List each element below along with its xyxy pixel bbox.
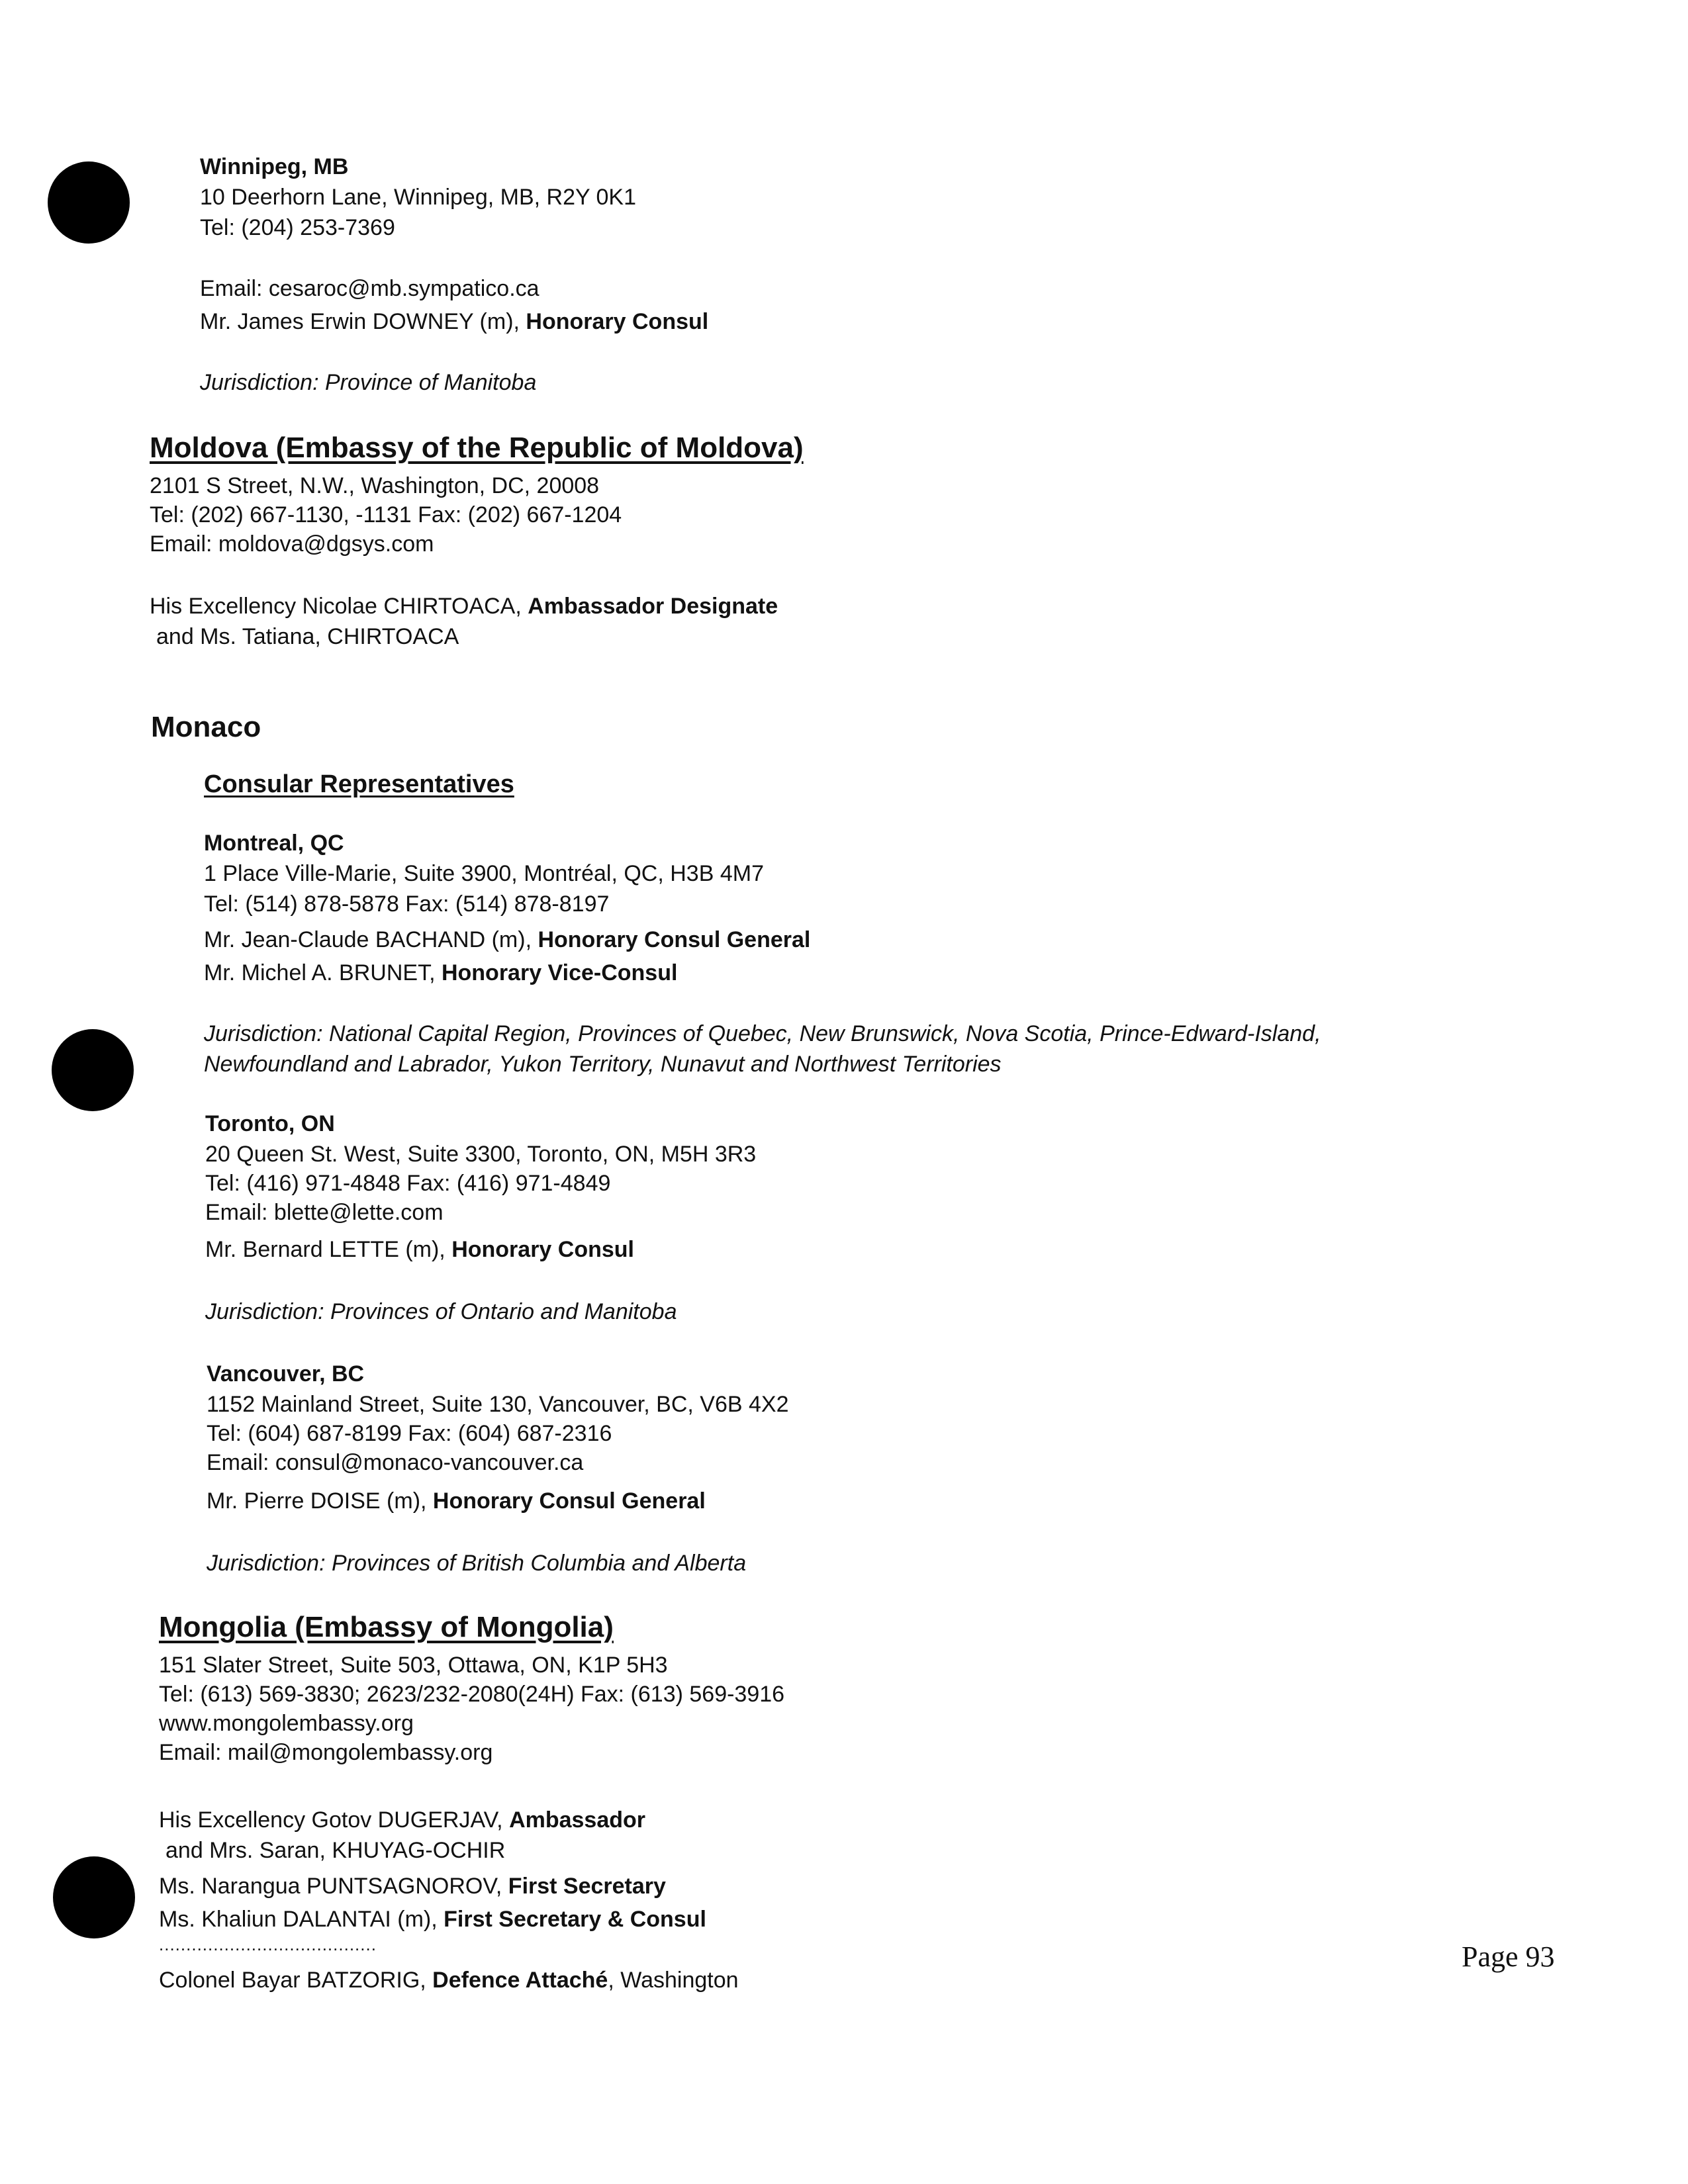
monaco-consular-heading: Consular Representatives xyxy=(204,770,514,798)
jurisdiction-label: Jurisdiction: xyxy=(200,370,319,395)
mongolia-heading: Mongolia (Embassy of Mongolia) xyxy=(159,1611,614,1643)
person-name: Mr. Jean-Claude BACHAND (m), xyxy=(204,927,538,952)
person-name: Ms. Khaliun DALANTAI (m), xyxy=(159,1907,444,1932)
mongolia-ambassador xyxy=(159,1805,645,1835)
mongolia-spouse: and Mrs. Saran, KHUYAG-OCHIR xyxy=(165,1838,506,1863)
jurisdiction-value: Province of Manitoba xyxy=(318,370,537,395)
mongolia-website: www.mongolembassy.org xyxy=(159,1711,414,1736)
mongolia-separator: ........................................ xyxy=(159,1934,377,1954)
person-name: His Excellency Nicolae CHIRTOACA, xyxy=(150,594,528,619)
vancouver-city: Vancouver, BC xyxy=(207,1361,365,1387)
winnipeg-person xyxy=(200,307,708,336)
moldova-email: Email: moldova@dgsys.com xyxy=(150,531,434,557)
jurisdiction-value: Provinces of Ontario and Manitoba xyxy=(324,1299,677,1324)
vancouver-tel: Tel: (604) 687-8199 Fax: (604) 687-2316 xyxy=(207,1421,612,1446)
person-title: First Secretary & Consul xyxy=(444,1907,706,1932)
mongolia-address: 151 Slater Street, Suite 503, Ottawa, ON, K1P 5H3 xyxy=(159,1653,668,1678)
person-title: Honorary Consul General xyxy=(538,927,811,952)
binder-punch-hole-top xyxy=(48,161,130,244)
vancouver-address: 1152 Mainland Street, Suite 130, Vancouver, BC, V6B 4X2 xyxy=(207,1392,789,1417)
montreal-jurisdiction-line-2: Newfoundland and Labrador, Yukon Territory, Nunavut and Northwest Territories xyxy=(204,1052,1002,1077)
vancouver-email: Email: consul@monaco-vancouver.ca xyxy=(207,1450,584,1475)
mongolia-tel: Tel: (613) 569-3830; 2623/232-2080(24H) Fax: (613) 569-3916 xyxy=(159,1682,785,1707)
jurisdiction-value: National Capital Region, Provinces of Quebec, New Brunswick, Nova Scotia, Prince-Edward-Island, xyxy=(322,1021,1321,1046)
jurisdiction-value: Provinces of British Columbia and Alberta xyxy=(325,1551,747,1576)
page-number: Page 93 xyxy=(1462,1940,1555,1973)
moldova-heading: Moldova (Embassy of the Republic of Moldova) xyxy=(150,432,804,464)
toronto-jurisdiction xyxy=(205,1297,677,1326)
person-title: Honorary Consul xyxy=(526,309,709,334)
montreal-person-1 xyxy=(204,925,810,954)
person-title: First Secretary xyxy=(508,1874,666,1899)
person-name: Mr. Michel A. BRUNET, xyxy=(204,960,442,985)
moldova-address: 2101 S Street, N.W., Washington, DC, 20008 xyxy=(150,473,600,498)
montreal-city: Montreal, QC xyxy=(204,831,344,856)
winnipeg-tel: Tel: (204) 253-7369 xyxy=(200,215,395,240)
toronto-city: Toronto, ON xyxy=(205,1111,335,1136)
person-title: Honorary Consul xyxy=(451,1237,634,1262)
person-name: Mr. Bernard LETTE (m), xyxy=(205,1237,452,1262)
winnipeg-city: Winnipeg, MB xyxy=(200,154,349,179)
person-title: Honorary Vice-Consul xyxy=(441,960,678,985)
jurisdiction-label: Jurisdiction: xyxy=(207,1551,326,1576)
person-name: Colonel Bayar BATZORIG, xyxy=(159,1968,433,1993)
winnipeg-jurisdiction xyxy=(200,368,536,397)
person-title: Ambassador Designate xyxy=(528,594,778,619)
montreal-person-2 xyxy=(204,958,677,987)
monaco-heading: Monaco xyxy=(151,711,261,743)
moldova-tel: Tel: (202) 667-1130, -1131 Fax: (202) 667-1204 xyxy=(150,502,622,527)
person-name: Mr. James Erwin DOWNEY (m), xyxy=(200,309,526,334)
mongolia-email: Email: mail@mongolembassy.org xyxy=(159,1740,493,1765)
person-title: Defence Attaché xyxy=(432,1968,608,1993)
moldova-spouse: and Ms. Tatiana, CHIRTOACA xyxy=(156,624,459,649)
jurisdiction-label: Jurisdiction: xyxy=(204,1021,323,1046)
mongolia-person-2 xyxy=(159,1872,666,1901)
toronto-email: Email: blette@lette.com xyxy=(205,1200,444,1225)
person-title: Ambassador xyxy=(509,1807,646,1833)
winnipeg-email: Email: cesaroc@mb.sympatico.ca xyxy=(200,276,539,301)
mongolia-person-4 xyxy=(159,1966,739,1995)
toronto-address: 20 Queen St. West, Suite 3300, Toronto, ON, M5H 3R3 xyxy=(205,1142,757,1167)
person-name: His Excellency Gotov DUGERJAV, xyxy=(159,1807,510,1833)
person-suffix: , Washington xyxy=(608,1968,739,1993)
person-name: Ms. Narangua PUNTSAGNOROV, xyxy=(159,1874,508,1899)
vancouver-jurisdiction xyxy=(207,1549,746,1578)
jurisdiction-label: Jurisdiction: xyxy=(205,1299,324,1324)
vancouver-person xyxy=(207,1486,706,1516)
winnipeg-address: 10 Deerhorn Lane, Winnipeg, MB, R2Y 0K1 xyxy=(200,185,636,210)
moldova-ambassador xyxy=(150,592,778,621)
toronto-person xyxy=(205,1235,634,1264)
montreal-address: 1 Place Ville-Marie, Suite 3900, Montréal, QC, H3B 4M7 xyxy=(204,861,764,886)
binder-punch-hole-middle xyxy=(52,1029,134,1111)
toronto-tel: Tel: (416) 971-4848 Fax: (416) 971-4849 xyxy=(205,1171,611,1196)
montreal-jurisdiction-line-1 xyxy=(204,1019,1321,1048)
binder-punch-hole-bottom xyxy=(53,1856,135,1938)
person-title: Honorary Consul General xyxy=(432,1488,706,1514)
person-name: Mr. Pierre DOISE (m), xyxy=(207,1488,433,1514)
montreal-tel: Tel: (514) 878-5878 Fax: (514) 878-8197 xyxy=(204,891,610,917)
